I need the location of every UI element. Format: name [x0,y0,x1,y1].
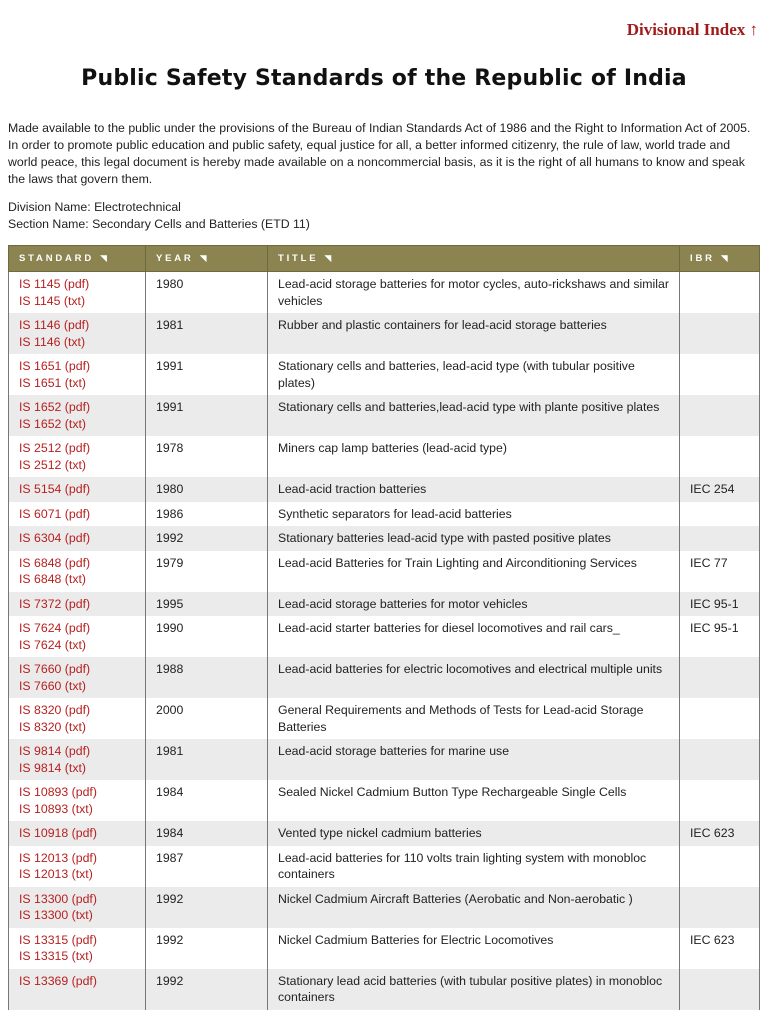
year-cell: 1981 [146,313,268,354]
column-header-label: YEAR [156,253,194,264]
section-name: Section Name: Secondary Cells and Batteries (ETD 11) [8,217,310,231]
pdf-link[interactable]: IS 6848 (pdf) [19,555,91,570]
pdf-link[interactable]: IS 13369 (pdf) [19,973,97,988]
table-row [9,272,760,314]
standard-cell [9,846,146,887]
txt-link[interactable]: IS 10893 (txt) [19,801,93,816]
title-cell: Lead-acid storage batteries for marine use [268,739,680,780]
year-cell: 1991 [146,354,268,395]
title-cell: Lead-acid Batteries for Train Lighting and Airconditioning Services [268,551,680,592]
pdf-link[interactable]: IS 1651 (pdf) [19,359,91,373]
ibr-cell [680,526,760,551]
column-header-standard[interactable] [9,246,146,272]
year-cell: 2000 [146,698,268,739]
year-cell: 1979 [146,551,268,592]
txt-link[interactable]: IS 7660 (txt) [19,678,86,693]
table-row [9,698,760,739]
title-cell: Stationary batteries lead-acid type with pasted positive plates [268,526,680,551]
table-header-row [9,246,760,272]
year-cell: 1992 [146,887,268,928]
column-header-label: STANDARD [19,253,94,264]
txt-link[interactable]: IS 1652 (txt) [19,416,86,431]
pdf-link[interactable]: IS 9814 (pdf) [19,744,91,758]
year-cell: 1992 [146,928,268,969]
sort-arrow-icon[interactable]: ◥ [199,253,207,263]
title-cell: Miners cap lamp batteries (lead-acid type) [268,436,680,477]
standard-cell [9,477,146,502]
standard-cell [9,313,146,354]
table-body [9,272,760,1010]
table-row [9,821,760,846]
title-cell: Vented type nickel cadmium batteries [268,821,680,846]
ibr-cell [680,846,760,887]
txt-link[interactable]: IS 1651 (txt) [19,375,86,390]
standard-cell [9,502,146,527]
pdf-link[interactable]: IS 8320 (pdf) [19,703,91,717]
ibr-cell [680,780,760,821]
title-cell: Sealed Nickel Cadmium Button Type Rechargeable Single Cells [268,780,680,821]
standard-cell [9,657,146,698]
year-cell: 1984 [146,821,268,846]
division-info [8,199,310,233]
ibr-cell: IEC 254 [680,477,760,502]
ibr-cell [680,739,760,780]
standards-table [8,245,760,1010]
ibr-cell [680,395,760,436]
ibr-cell: IEC 95-1 [680,592,760,617]
title-cell: General Requirements and Methods of Tests for Lead-acid Storage Batteries [268,698,680,739]
pdf-link[interactable]: IS 10893 (pdf) [19,785,97,799]
txt-link[interactable]: IS 2512 (txt) [19,457,86,472]
title-cell: Stationary cells and batteries,lead-acid type with plante positive plates [268,395,680,436]
pdf-link[interactable]: IS 5154 (pdf) [19,482,91,496]
pdf-link[interactable]: IS 1652 (pdf) [19,400,91,414]
table-row [9,739,760,780]
standard-cell [9,887,146,928]
pdf-link[interactable]: IS 13300 (pdf) [19,891,97,906]
table-row [9,313,760,354]
title-cell: Stationary lead acid batteries (with tubular positive plates) in monobloc containers [268,969,680,1010]
table-row [9,969,760,1010]
ibr-cell: IEC 95-1 [680,616,760,657]
ibr-cell [680,698,760,739]
pdf-link[interactable]: IS 12013 (pdf) [19,850,97,865]
table-row [9,846,760,887]
table-row [9,436,760,477]
txt-link[interactable]: IS 1146 (txt) [19,334,86,349]
table-row [9,354,760,395]
year-cell: 1986 [146,502,268,527]
standard-cell [9,739,146,780]
year-cell: 1981 [146,739,268,780]
title-cell: Rubber and plastic containers for lead-acid storage batteries [268,313,680,354]
table-row [9,616,760,657]
year-cell: 1980 [146,477,268,502]
ibr-cell [680,313,760,354]
ibr-cell [680,657,760,698]
ibr-cell [680,502,760,527]
title-cell: Lead-acid batteries for 110 volts train lighting system with monobloc containers [268,846,680,887]
pdf-link[interactable]: IS 1146 (pdf) [19,318,90,332]
ibr-cell [680,436,760,477]
year-cell: 1978 [146,436,268,477]
year-cell: 1991 [146,395,268,436]
ibr-cell [680,354,760,395]
title-cell: Stationary cells and batteries, lead-acid type (with tubular positive plates) [268,354,680,395]
year-cell: 1995 [146,592,268,617]
standard-cell [9,969,146,1010]
standard-cell [9,821,146,846]
pdf-link[interactable]: IS 10918 (pdf) [19,826,97,840]
column-header-year[interactable] [146,246,268,272]
standard-cell [9,354,146,395]
division-name: Division Name: Electrotechnical [8,200,181,214]
table-row [9,887,760,928]
page-title: Public Safety Standards of the Republic of India [81,66,687,91]
year-cell: 1987 [146,846,268,887]
standard-cell [9,526,146,551]
table-row [9,657,760,698]
year-cell: 1992 [146,526,268,551]
standard-cell [9,592,146,617]
title-cell: Lead-acid traction batteries [268,477,680,502]
table-row [9,395,760,436]
year-cell: 1984 [146,780,268,821]
txt-link[interactable]: IS 1145 (txt) [19,293,86,308]
table-row [9,928,760,969]
standard-cell [9,616,146,657]
year-cell: 1980 [146,272,268,314]
year-cell: 1990 [146,616,268,657]
table-row [9,502,760,527]
column-header-label: TITLE [278,253,319,264]
table-row [9,526,760,551]
title-cell: Synthetic separators for lead-acid batteries [268,502,680,527]
year-cell: 1992 [146,969,268,1010]
pdf-link[interactable]: IS 7624 (pdf) [19,621,91,635]
txt-link[interactable]: IS 9814 (txt) [19,760,86,775]
column-header-title[interactable] [268,246,680,272]
title-cell: Nickel Cadmium Aircraft Batteries (Aerobatic and Non-aerobatic ) [268,887,680,928]
ibr-cell [680,887,760,928]
pdf-link[interactable]: IS 1145 (pdf) [19,277,90,291]
pdf-link[interactable]: IS 2512 (pdf) [19,441,91,455]
txt-link[interactable]: IS 13315 (txt) [19,949,93,963]
pdf-link[interactable]: IS 6071 (pdf) [19,506,91,521]
txt-link[interactable]: IS 7624 (txt) [19,637,86,652]
sort-arrow-icon[interactable]: ◥ [720,253,728,263]
year-cell: 1988 [146,657,268,698]
pdf-link[interactable]: IS 13315 (pdf) [19,932,97,947]
standard-cell [9,928,146,969]
txt-link[interactable]: IS 13300 (txt) [19,908,93,922]
title-cell: Lead-acid storage batteries for motor cycles, auto-rickshaws and similar vehicles [268,272,680,314]
standard-cell [9,780,146,821]
title-cell: Lead-acid starter batteries for diesel locomotives and rail cars_ [268,616,680,657]
title-cell: Nickel Cadmium Batteries for Electric Locomotives [268,928,680,969]
title-cell: Lead-acid storage batteries for motor vehicles [268,592,680,617]
table-row [9,551,760,592]
pdf-link[interactable]: IS 7660 (pdf) [19,662,91,676]
pdf-link[interactable]: IS 7372 (pdf) [19,596,91,611]
table-row [9,477,760,502]
txt-link[interactable]: IS 12013 (txt) [19,867,93,881]
txt-link[interactable]: IS 8320 (txt) [19,719,86,734]
column-header-ibr[interactable] [680,246,760,272]
table-row [9,780,760,821]
txt-link[interactable]: IS 6848 (txt) [19,572,86,586]
sort-arrow-icon[interactable]: ◥ [100,253,107,263]
ibr-cell: IEC 623 [680,928,760,969]
title-cell: Lead-acid batteries for electric locomotives and electrical multiple units [268,657,680,698]
standard-cell [9,551,146,592]
sort-arrow-icon[interactable]: ◥ [324,253,332,263]
standard-cell [9,436,146,477]
pdf-link[interactable]: IS 6304 (pdf) [19,531,91,545]
standard-cell [9,395,146,436]
table-row [9,592,760,617]
divisional-index-link[interactable]: Divisional Index ↑ [626,20,758,39]
column-header-label: IBR [690,253,715,264]
ibr-cell: IEC 623 [680,821,760,846]
standard-cell [9,698,146,739]
ibr-cell: IEC 77 [680,551,760,592]
intro-paragraph: Made available to the public under the provisions of the Bureau of Indian Standards Act of 1986 and the Right to Information Act of 2005. In order to promote public education and public safety, equal justice for all, a better informed citizenry, the rule of law, world trade and world peace, this legal document is hereby made available on a noncommercial basis, as it is the right of all humans to know and speak the laws that govern them. [8,121,751,186]
ibr-cell [680,969,760,1010]
standard-cell [9,272,146,314]
ibr-cell [680,272,760,314]
